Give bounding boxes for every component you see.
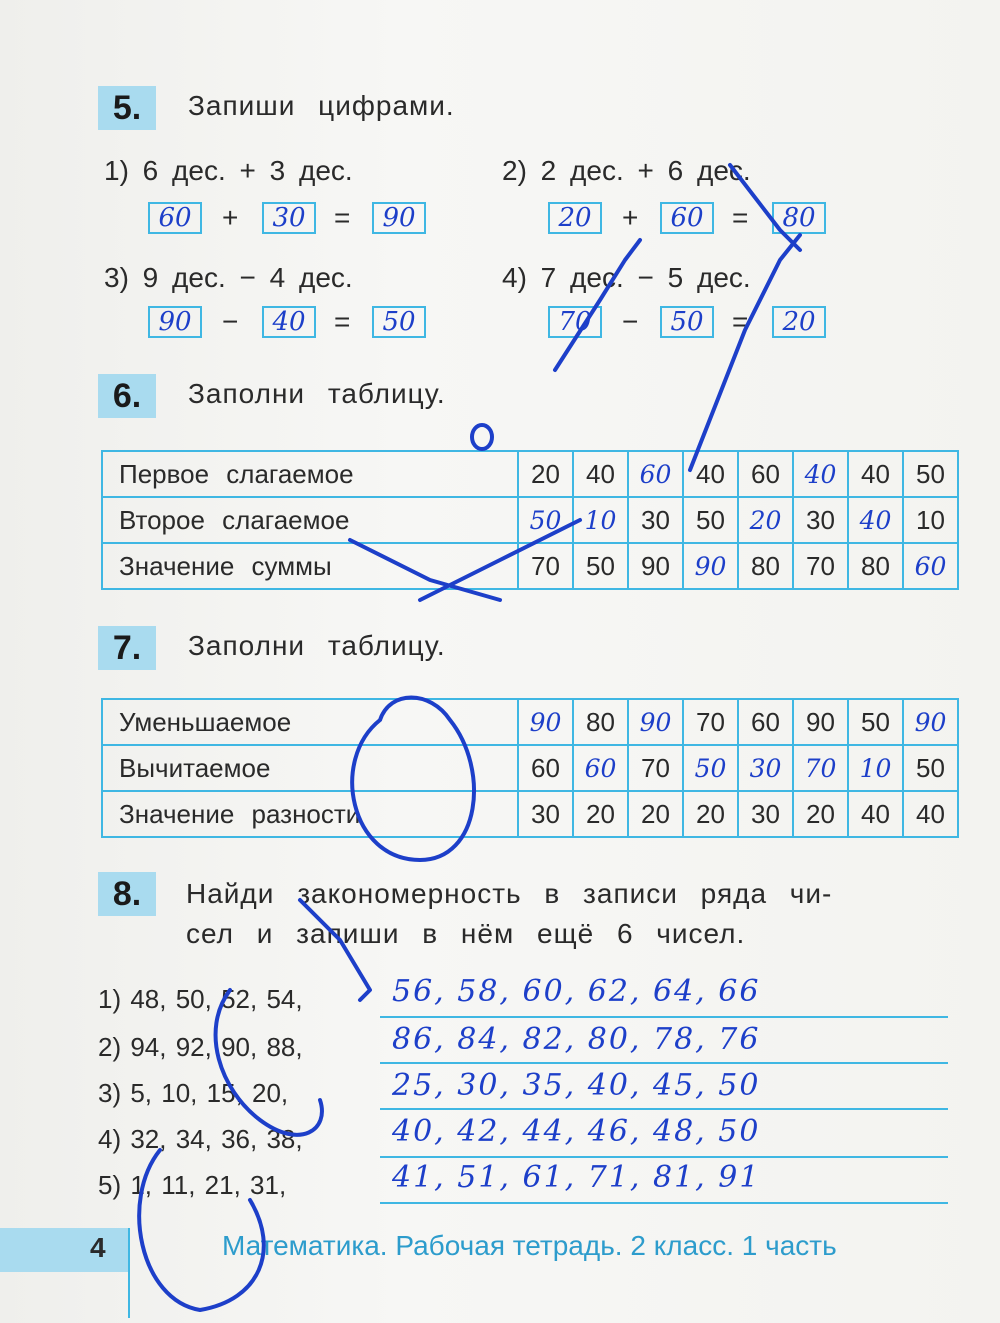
table-cell: 20 [683,791,738,837]
table-cell: 70 [793,543,848,589]
handwritten-answer: 90 [158,307,192,337]
table-cell: 30 [518,791,573,837]
sequence-row-3: 3) 5, 10, 15, 20, [98,1078,289,1108]
table-cell-filled[interactable]: 90 [683,543,738,589]
sequence-answer-3[interactable]: 25, 30, 35, 40, 45, 50 [392,1068,761,1103]
table-cell: 80 [848,543,903,589]
sequence-row-5: 5) 1, 11, 21, 31, [98,1170,287,1200]
row-label: Первое слагаемое [102,451,518,497]
table-cell: 80 [738,543,793,589]
table-cell: 50 [903,745,958,791]
handwritten-answer: 40 [272,307,306,337]
task-5-item-3-label: 3) 9 дес. − 4 дес. [104,262,353,293]
handwritten-answer: 20 [558,203,592,233]
table-cell-filled[interactable]: 60 [573,745,628,791]
table-cell: 20 [793,791,848,837]
task-5-item-4-label: 4) 7 дес. − 5 дес. [502,262,751,293]
table-cell: 80 [573,699,628,745]
table-cell-filled[interactable]: 50 [518,497,573,543]
page-number: 4 [90,1232,106,1263]
subtraction-table [101,698,959,838]
table-row [102,745,958,791]
table-cell: 30 [628,497,683,543]
table-cell: 40 [683,451,738,497]
task-8-instruction-line-2: сел и запиши в нём ещё 6 чисел. [186,918,746,949]
sequence-answer-2[interactable]: 86, 84, 82, 80, 78, 76 [392,1022,761,1057]
sequence-row-2: 2) 94, 92, 90, 88, [98,1032,303,1062]
table-cell-filled[interactable]: 60 [903,543,958,589]
table-cell: 60 [738,699,793,745]
sequence-answer-4[interactable]: 40, 42, 44, 46, 48, 50 [392,1114,761,1149]
equals-sign: = [732,306,749,337]
handwritten-answer: 80 [782,203,816,233]
row-label: Значение разности [102,791,518,837]
table-row [102,543,958,589]
row-label: Второе слагаемое [102,497,518,543]
handwritten-answer: 50 [382,307,416,337]
table-cell-filled[interactable]: 70 [793,745,848,791]
table-cell: 60 [518,745,573,791]
sequence-answer-1[interactable]: 56, 58, 60, 62, 64, 66 [392,974,761,1009]
operator: − [222,306,239,337]
table-cell: 20 [518,451,573,497]
table-cell: 70 [683,699,738,745]
table-cell: 50 [573,543,628,589]
table-row [102,497,958,543]
task-5-item-1-label: 1) 6 дес. + 3 дес. [104,155,353,186]
addition-table [101,450,959,590]
table-cell-filled[interactable]: 90 [628,699,683,745]
table-cell-filled[interactable]: 30 [738,745,793,791]
handwritten-answer: 30 [272,203,306,233]
table-cell: 10 [903,497,958,543]
table-cell: 20 [628,791,683,837]
table-cell: 20 [573,791,628,837]
table-row [102,451,958,497]
footer-title: Математика. Рабочая тетрадь. 2 класс. 1 часть [222,1230,837,1261]
handwritten-answer: 50 [670,307,704,337]
table-cell: 60 [738,451,793,497]
answer-line [380,1156,948,1158]
table-cell: 40 [903,791,958,837]
table-row [102,791,958,837]
table-cell-filled[interactable]: 50 [683,745,738,791]
row-label: Уменьшаемое [102,699,518,745]
operator: + [222,202,239,233]
task-5-item-2-label: 2) 2 дес. + 6 дес. [502,155,751,186]
task-6-instruction: Заполни таблицу. [188,378,446,409]
answer-line [380,1062,948,1064]
answer-line [380,1202,948,1204]
table-cell-filled[interactable]: 90 [903,699,958,745]
footer-tab [0,1228,130,1272]
task-5-number: 5. [98,86,156,130]
answer-line [380,1108,948,1110]
table-cell: 50 [903,451,958,497]
table-cell: 40 [848,451,903,497]
table-cell: 40 [573,451,628,497]
handwritten-answer: 20 [782,307,816,337]
equals-sign: = [334,306,351,337]
table-cell: 40 [848,791,903,837]
task-7-instruction: Заполни таблицу. [188,630,446,661]
sequence-row-4: 4) 32, 34, 36, 38, [98,1124,303,1154]
equals-sign: = [334,202,351,233]
table-row [102,699,958,745]
table-cell-filled[interactable]: 90 [518,699,573,745]
table-cell-filled[interactable]: 40 [848,497,903,543]
sequence-answer-5[interactable]: 41, 51, 61, 71, 81, 91 [392,1160,761,1195]
table-cell: 30 [738,791,793,837]
task-5-instruction: Запиши цифрами. [188,90,455,121]
handwritten-answer: 60 [670,203,704,233]
handwritten-answer: 60 [158,203,192,233]
table-cell: 90 [628,543,683,589]
row-label: Значение суммы [102,543,518,589]
table-cell: 50 [683,497,738,543]
operator: − [622,306,639,337]
row-label: Вычитаемое [102,745,518,791]
equals-sign: = [732,202,749,233]
task-7-number: 7. [98,626,156,670]
handwritten-answer: 90 [382,203,416,233]
table-cell: 90 [793,699,848,745]
table-cell-filled[interactable]: 60 [628,451,683,497]
task-6-number: 6. [98,374,156,418]
footer-divider [128,1228,130,1318]
task-8-instruction-line-1: Найди закономерность в записи ряда чи- [186,878,833,909]
task-8-number: 8. [98,872,156,916]
table-cell: 70 [628,745,683,791]
table-cell-filled[interactable]: 10 [573,497,628,543]
operator: + [622,202,639,233]
table-cell-filled[interactable]: 20 [738,497,793,543]
table-cell: 50 [848,699,903,745]
table-cell-filled[interactable]: 10 [848,745,903,791]
table-cell-filled[interactable]: 40 [793,451,848,497]
sequence-row-1: 1) 48, 50, 52, 54, [98,984,303,1014]
handwritten-answer: 70 [558,307,592,337]
table-cell: 70 [518,543,573,589]
answer-line [380,1016,948,1018]
table-cell: 30 [793,497,848,543]
